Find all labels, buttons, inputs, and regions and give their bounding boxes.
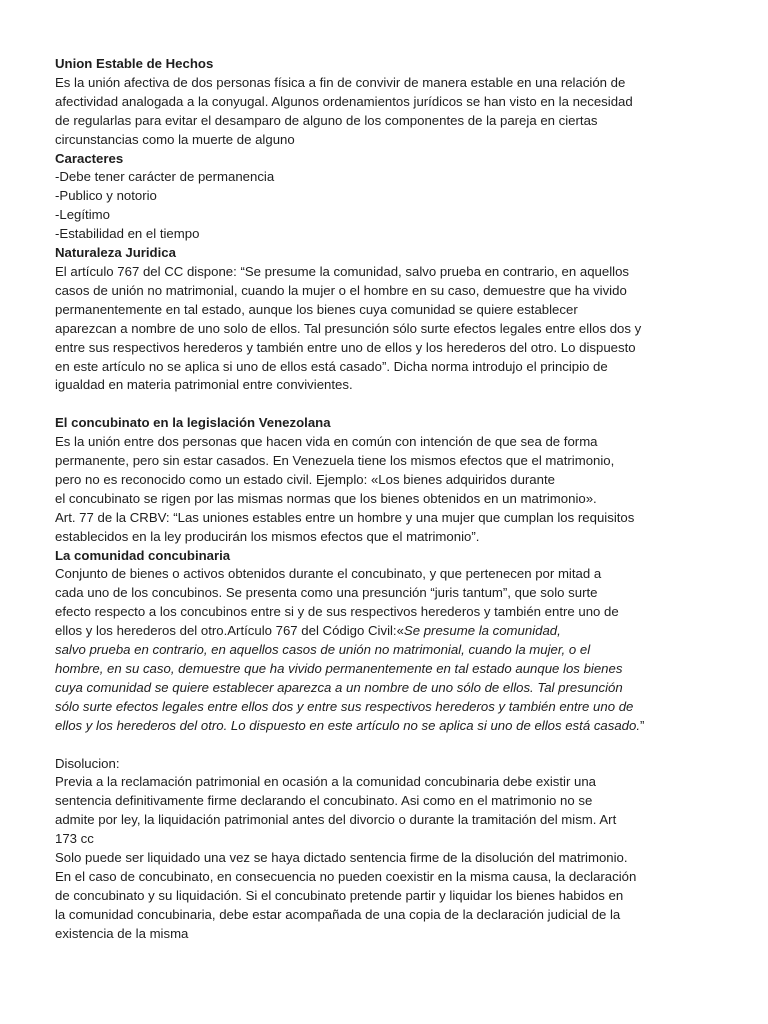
blank-line [55, 395, 728, 414]
caracteres-list [55, 168, 728, 244]
plain-text: ellos y los herederos del otro.Artículo 767 del Código Civil:« [55, 623, 404, 639]
paragraph-line: Es la unión afectiva de dos personas física a fin de convivir de manera estable en una relación de [55, 74, 626, 90]
list-item: -Estabilidad en el tiempo [55, 226, 200, 242]
paragraph-line: permanente, pero sin estar casados. En Venezuela tiene los mismos efectos que el matrimonio, [55, 453, 615, 469]
paragraph-line: En el caso de concubinato, en consecuencia no pueden coexistir en la misma causa, la declaración [55, 868, 637, 884]
paragraph-line: aparezcan a nombre de uno solo de ellos. Tal presunción sólo surte efectos legales entre ellos dos y [55, 320, 642, 336]
blank-line [55, 736, 728, 755]
paragraph-line [55, 622, 728, 641]
paragraph-line: 173 cc [55, 831, 94, 847]
naturaleza-heading: Naturaleza Juridica [55, 245, 176, 261]
paragraph-line: cada uno de los concubinos. Se presenta como una presunción “juris tantum”, que solo surte [55, 585, 598, 601]
concubinato-heading: El concubinato en la legislación Venezolana [55, 415, 331, 431]
italic-quote-line: sólo surte efectos legales entre ellos dos y entre sus respectivos herederos y también entre uno de [55, 698, 634, 714]
italic-quote-line: cuya comunidad se quiere establecer aparezca a un nombre de uno sólo de ellos. Tal presunción [55, 679, 623, 695]
paragraph-line: circunstancias como la muerte de alguno [55, 131, 295, 147]
paragraph-line: afectividad analogada a la conyugal. Algunos ordenamientos jurídicos se han visto en la necesidad [55, 93, 633, 109]
paragraph-line: El artículo 767 del CC dispone: “Se presume la comunidad, salvo prueba en contrario, en aquellos [55, 263, 629, 279]
paragraph-line: Art. 77 de la CRBV: “Las uniones estables entre un hombre y una mujer que cumplan los requisitos [55, 509, 635, 525]
disolucion-paragraph [55, 773, 728, 943]
intro-paragraph [55, 74, 728, 150]
paragraph-line: entre sus respectivos herederos y también entre uno de ellos y los herederos del otro. Lo dispuesto [55, 339, 636, 355]
italic-quote-text: Se presume la comunidad, [403, 623, 561, 639]
paragraph-line: de concubinato y su liquidación. Si el concubinato pretende partir y liquidar los bienes habidos en [55, 887, 624, 903]
paragraph-line: Conjunto de bienes o activos obtenidos durante el concubinato, y que pertenecen por mitad a [55, 566, 602, 582]
comunidad-paragraph [55, 565, 728, 735]
closing-quote: ” [640, 717, 645, 733]
paragraph-line: permanentemente en tal estado, aunque los bienes cuya comunidad se quiere establecer [55, 301, 578, 317]
paragraph-line: casos de unión no matrimonial, cuando la mujer o el hombre en su caso, demuestre que ha vivido [55, 282, 627, 298]
list-item: -Debe tener carácter de permanencia [55, 169, 275, 185]
document-title: Union Estable de Hechos [55, 56, 214, 71]
list-item: -Publico y notorio [55, 188, 157, 204]
paragraph-line: en este artículo no se aplica si uno de ellos está casado”. Dicha norma introdujo el principio de [55, 358, 608, 374]
caracteres-heading: Caracteres [55, 150, 124, 166]
list-item: -Legítimo [55, 207, 110, 223]
italic-quote-line: hombre, en su caso, demuestre que ha vivido permanentemente en tal estado aunque los bienes [55, 660, 623, 676]
naturaleza-paragraph [55, 263, 728, 395]
italic-quote-text: ellos y los herederos del otro. Lo dispuesto en este artículo no se aplica si uno de ellos está casado. [55, 717, 641, 733]
paragraph-line: efecto respecto a los concubinos entre si y de sus respectivos herederos y también entre uno de [55, 604, 619, 620]
paragraph-line [55, 717, 728, 736]
paragraph-line: admite por ley, la liquidación patrimonial antes del divorcio o durante la tramitación del mism. Art [55, 812, 617, 828]
paragraph-line: la comunidad concubinaria, debe estar acompañada de una copia de la declaración judicial de la [55, 906, 621, 922]
paragraph-line: pero no es reconocido como un estado civil. Ejemplo: «Los bienes adquiridos durante [55, 471, 555, 487]
paragraph-line: Previa a la reclamación patrimonial en ocasión a la comunidad concubinaria debe existir una [55, 774, 596, 790]
paragraph-line: igualdad en materia patrimonial entre convivientes. [55, 377, 353, 393]
comunidad-heading: La comunidad concubinaria [55, 547, 231, 563]
concubinato-paragraph [55, 433, 728, 546]
paragraph-line: sentencia definitivamente firme declarando el concubinato. Asi como en el matrimonio no se [55, 793, 593, 809]
disolucion-heading: Disolucion: [55, 755, 120, 771]
paragraph-line: establecidos en la ley producirán los mismos efectos que el matrimonio”. [55, 528, 480, 544]
paragraph-line: existencia de la misma [55, 925, 189, 941]
paragraph-line: de regularlas para evitar el desamparo de alguno de los componentes de la pareja en ciertas [55, 112, 598, 128]
paragraph-line: Solo puede ser liquidado una vez se haya dictado sentencia firme de la disolución del matrimonio. [55, 850, 628, 866]
paragraph-line: Es la unión entre dos personas que hacen vida en común con intención de que sea de forma [55, 434, 598, 450]
italic-quote-line: salvo prueba en contrario, en aquellos casos de unión no matrimonial, cuando la mujer, o el [55, 642, 591, 658]
paragraph-line: el concubinato se rigen por las mismas normas que los bienes obtenidos en un matrimonio». [55, 490, 597, 506]
